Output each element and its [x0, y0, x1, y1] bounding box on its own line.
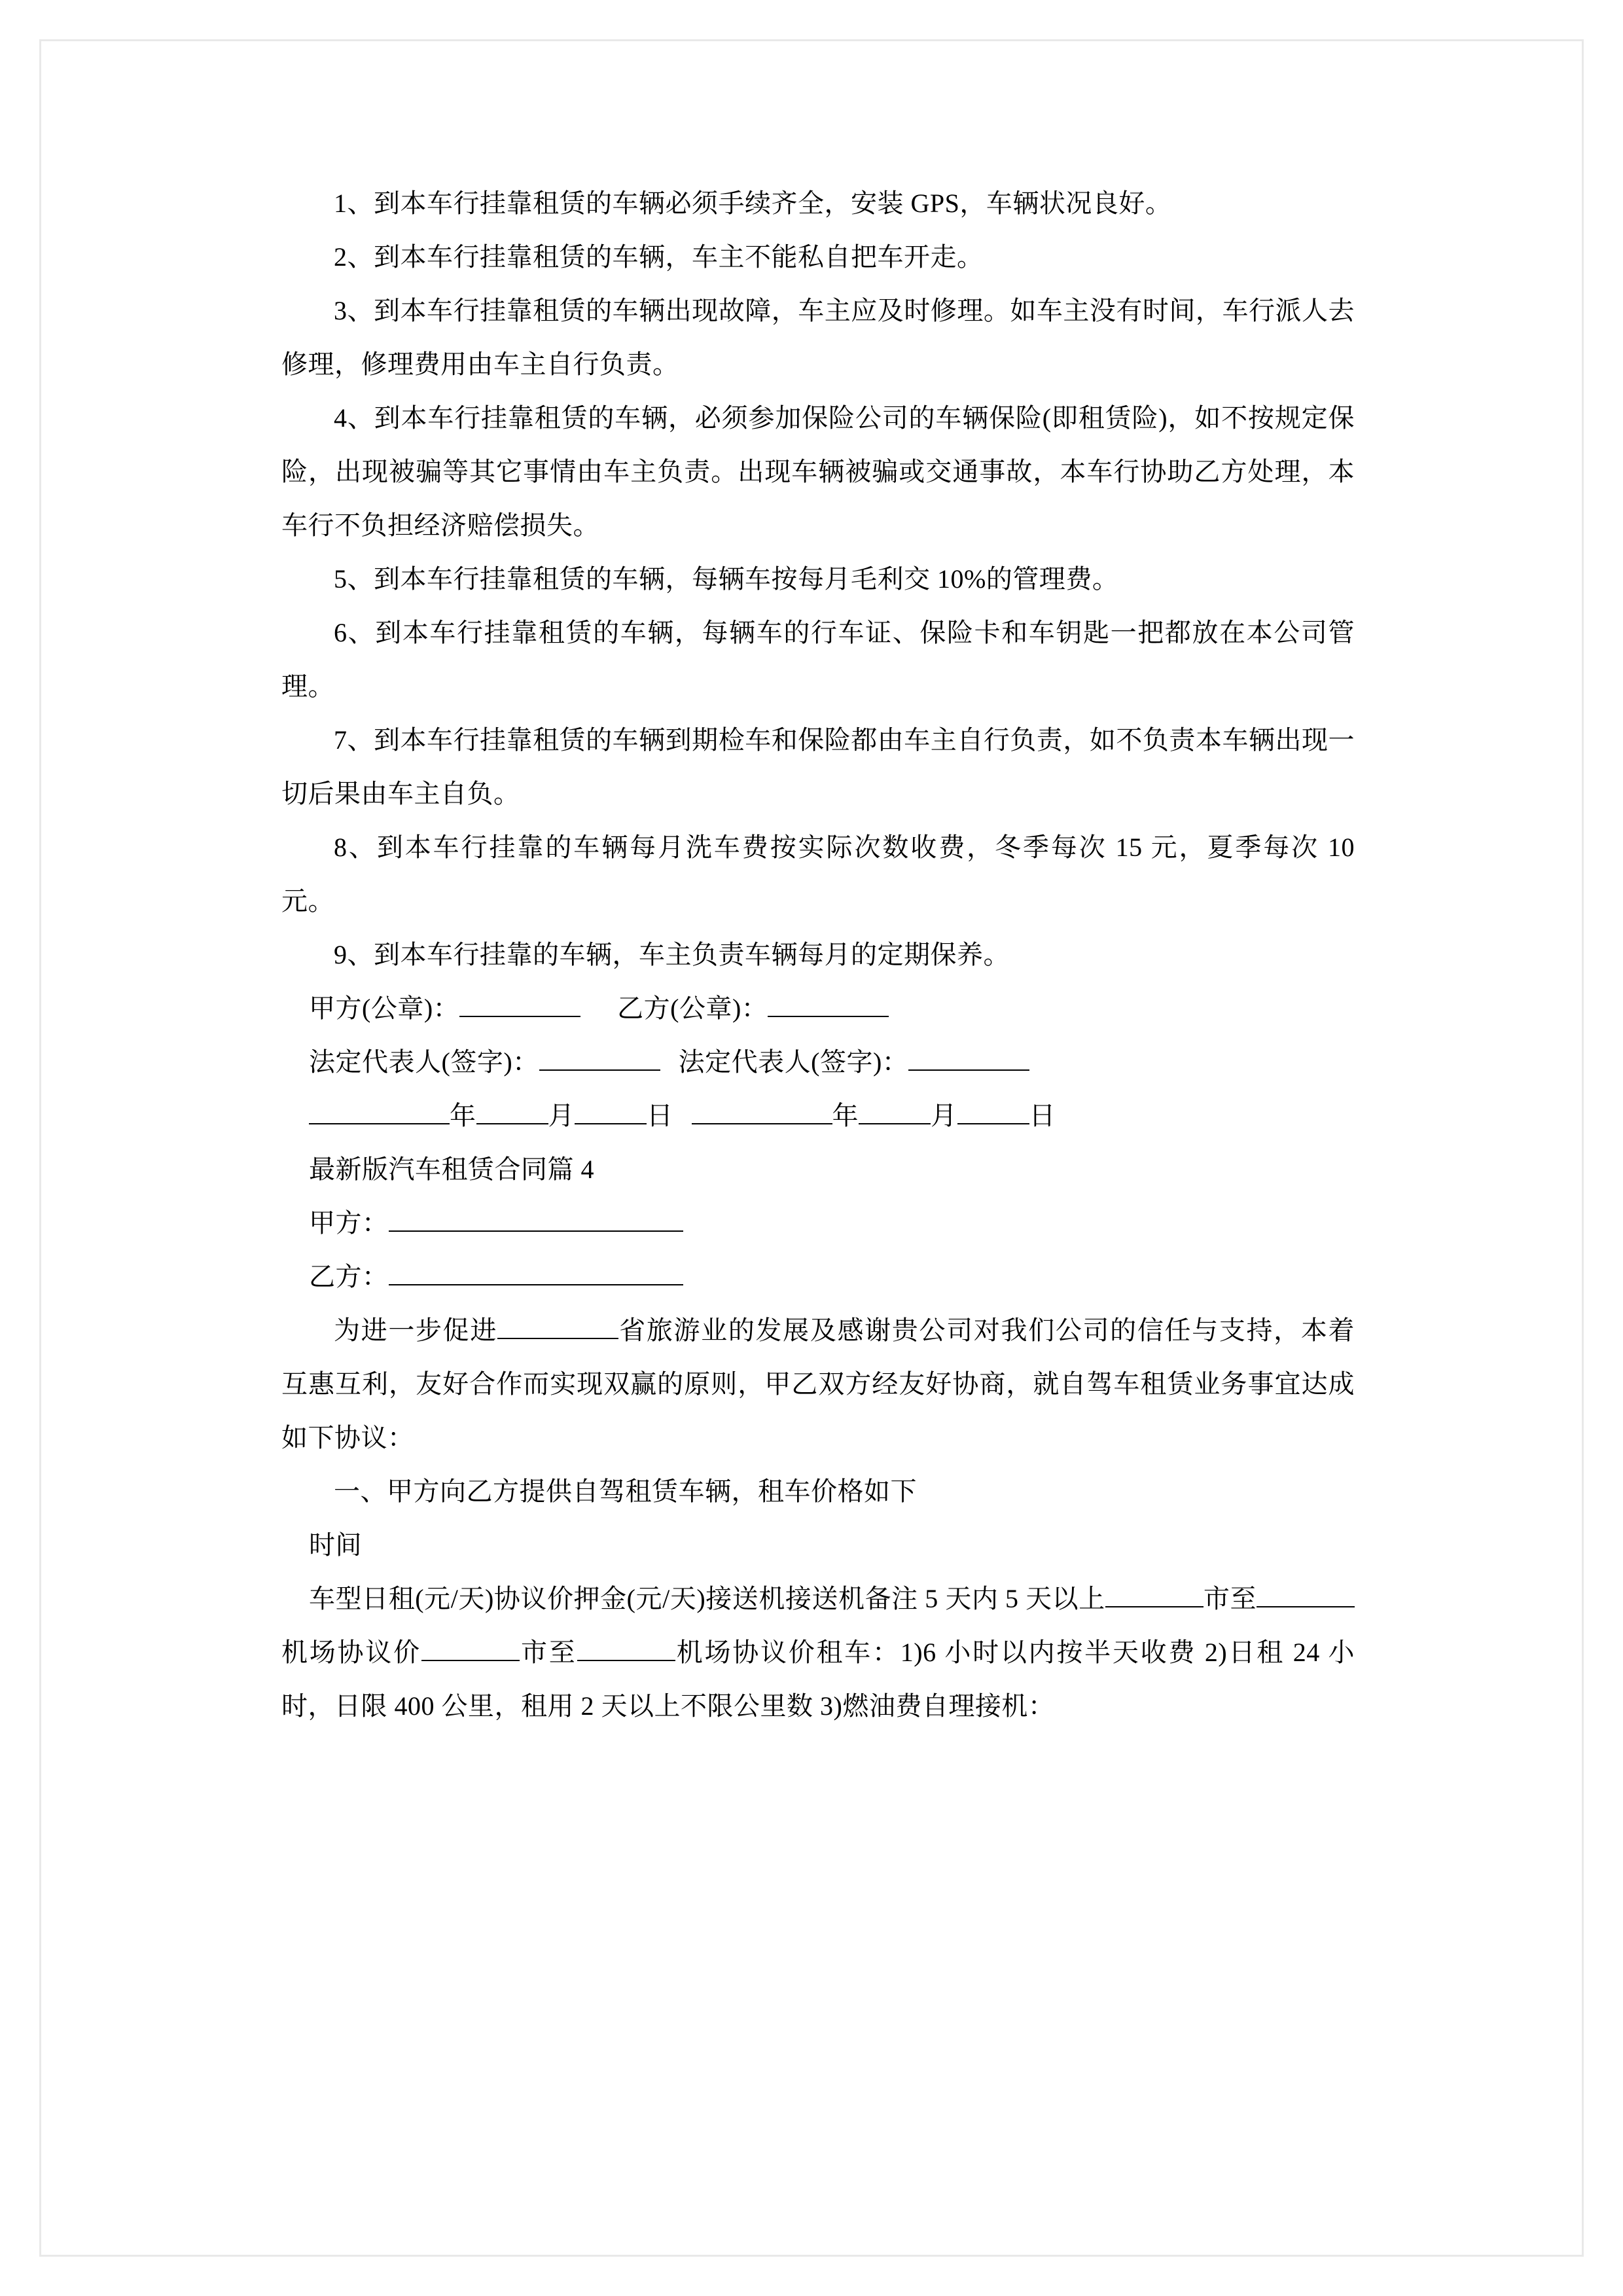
party-b-rep-label: 法定代表人(签字)：	[678, 1047, 909, 1077]
party-b-day-blank[interactable]	[957, 1123, 1029, 1124]
clause-item-8: 8、到本车行挂靠的车辆每月洗车费按实际次数收费，冬季每次 15 元，夏季每次 10 元。	[281, 833, 1355, 916]
clause-item-1: 1、到本车行挂靠租赁的车辆必须手续齐全，安装 GPS，车辆状况良好。	[334, 188, 1172, 218]
clause-item-7: 7、到本车行挂靠租赁的车辆到期检车和保险都由车主自行负责，如不负责本车辆出现一切后果由车主自负。	[281, 725, 1355, 808]
price-text-line-2b: 机场协议价	[281, 1638, 421, 1667]
clause-item-5: 5、到本车行挂靠租赁的车辆，每辆车按每月毛利交 10%的管理费。	[334, 564, 1119, 594]
price-text-line-1: 车型日租(元/天)协议价押金(元/天)接送机接送机备注 5 天内 5 天以上	[309, 1584, 1105, 1613]
party-a-rep-blank[interactable]	[539, 1069, 660, 1071]
representative-line	[281, 1035, 1355, 1089]
party-b-name-blank[interactable]	[389, 1284, 683, 1285]
seal-line	[281, 982, 1355, 1035]
clause-item-6: 6、到本车行挂靠租赁的车辆，每辆车的行车证、保险卡和车钥匙一把都放在本公司管理。	[281, 618, 1355, 701]
party-a-name-blank[interactable]	[389, 1230, 683, 1232]
party-a-rep-label: 法定代表人(签字)：	[309, 1047, 539, 1077]
preamble-paragraph	[281, 1304, 1355, 1465]
time-label: 时间	[309, 1530, 362, 1560]
price-blank-3[interactable]	[421, 1660, 520, 1661]
party-b-line	[281, 1250, 1355, 1304]
date-year-label-b: 年	[832, 1101, 859, 1130]
preamble-part-2: 省旅游业的发展及感谢贵公司对我们公司的信任与支持，本着互惠互利，友好合作而实现双赢的原则，甲乙双方经友好协商，就自驾车租赁业务事宜达成如下协议：	[281, 1316, 1355, 1452]
price-text-line-2a: 市至	[1203, 1584, 1257, 1613]
price-text-line-2c: 市至	[519, 1638, 577, 1667]
clause-item-9: 9、到本车行挂靠的车辆，车主负责车辆每月的定期保养。	[334, 940, 1010, 969]
party-b-month-blank[interactable]	[859, 1123, 931, 1124]
party-b-year-blank[interactable]	[692, 1123, 832, 1124]
date-day-label-a: 日	[647, 1101, 673, 1130]
date-month-label-a: 月	[548, 1101, 575, 1130]
party-a-seal-blank[interactable]	[459, 1016, 580, 1017]
document-body	[281, 177, 1355, 1733]
clause-item-3: 3、到本车行挂靠租赁的车辆出现故障，车主应及时修理。如车主没有时间，车行派人去修理，修理费用由车主自行负责。	[281, 296, 1355, 379]
date-line	[281, 1089, 1355, 1143]
clause-item-4: 4、到本车行挂靠租赁的车辆，必须参加保险公司的车辆保险(即租赁险)，如不按规定保险，出现被骗等其它事情由车主负责。出现车辆被骗或交通事故，本车行协助乙方处理，本车行不负担经济赔偿损失。	[281, 403, 1355, 540]
party-a-label: 甲方：	[309, 1208, 389, 1238]
party-b-rep-blank[interactable]	[908, 1069, 1029, 1071]
date-month-label-b: 月	[931, 1101, 957, 1130]
province-blank[interactable]	[497, 1338, 618, 1339]
price-text-line-3: 费 2)日租 24 小时，日限 400 公里，租用 2 天以上不限公里数 3)燃油费自理接机：	[281, 1638, 1355, 1721]
party-a-month-blank[interactable]	[476, 1123, 548, 1124]
price-blank-4[interactable]	[577, 1660, 675, 1661]
party-b-seal-blank[interactable]	[768, 1016, 889, 1017]
party-a-day-blank[interactable]	[575, 1123, 647, 1124]
clause-item-2: 2、到本车行挂靠租赁的车辆，车主不能私自把车开走。	[334, 242, 984, 272]
price-blank-1[interactable]	[1105, 1606, 1204, 1607]
party-a-year-blank[interactable]	[309, 1123, 450, 1124]
party-b-seal-label: 乙方(公章)：	[617, 994, 768, 1023]
party-b-label: 乙方：	[309, 1262, 389, 1291]
date-day-label-b: 日	[1029, 1101, 1056, 1130]
party-a-line	[281, 1196, 1355, 1250]
preamble-part-1: 为进一步促进	[334, 1316, 497, 1345]
section-heading: 最新版汽车租赁合同篇 4	[309, 1155, 594, 1184]
date-year-label-a: 年	[450, 1101, 476, 1130]
price-table-text	[281, 1572, 1355, 1733]
price-text-line-2d: 机场协议价租车：1)6 小时以内按半天收	[675, 1638, 1169, 1667]
clause-one: 一、甲方向乙方提供自驾租赁车辆，租车价格如下	[334, 1477, 917, 1506]
price-blank-2[interactable]	[1257, 1606, 1355, 1607]
party-a-seal-label: 甲方(公章)：	[309, 994, 460, 1023]
